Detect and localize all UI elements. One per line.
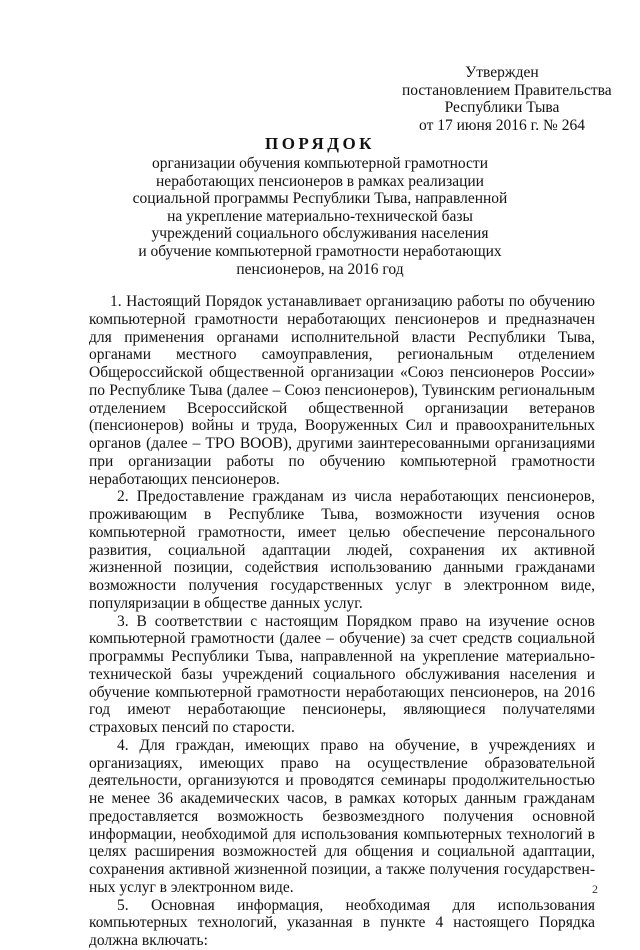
approval-line: Утвержден: [465, 64, 539, 81]
approval-line: Республики Тыва: [444, 99, 560, 116]
document-body: [89, 293, 595, 950]
document-title: ПОРЯДОК: [264, 134, 375, 153]
approval-block: [402, 64, 612, 134]
subtitle-line: неработающих пенсионеров в рамках реализации: [156, 172, 484, 190]
subtitle-line: на укрепление материально-технической базы: [167, 207, 473, 225]
subtitle-line: пенсионеров, на 2016 год: [236, 260, 404, 278]
document-subtitle: [0, 155, 640, 278]
approval-date-line: от 17 июня 2016 г. № 264: [419, 116, 585, 134]
paragraph-5: 5. Основная информация, необходимая для использования компьютерных технологий, указанная в пункте 4 настоящего Порядка должна включать:: [89, 896, 595, 949]
paragraph-4: 4. Для граждан, имеющих право на обучение, в учреждениях и организациях, имеющих право на осуществление образовательной деятельности, организуются и проводятся семинары продолжительностью не менее 36 академических часов, в рамках которых данным гражданам предоставляется возможность безвозмездного получения основной информации, необходимой для использования компьютерных технологий в целях расширения возможностей для общения и социальной адаптации, сохранения активной жизненной позиции, а также получения государственных услуг в электронном виде.: [89, 736, 595, 896]
paragraph-3: 3. В соответствии с настоящим Порядком право на изучение основ компьютерной грамотности (далее – обучение) за счет средств социальной программы Республики Тыва, направленной на укрепление материально-технической базы учреждений социального обслуживания населения и обучение компьютерной грамотности неработающих пенсионеров, на 2016 год имеют неработающие пенсионеры, являющиеся получателями страховых пенсий по старости.: [89, 612, 595, 736]
paragraph-1: 1. Настоящий Порядок устанавливает организацию работы по обучению компьютерной грамотности неработающих пенсионеров и предназначен для применения органами исполнительной власти Республики Тыва, органами местного самоуправления, региональным отделением Общероссийской общественной организации «Союз пенсионеров России» по Республике Тыва (далее – Союз пенсионеров), Тувинским региональным отделением Всероссийской общественной организации ветеранов (пенсионеров) войны и труда, Вооруженных Сил и правоохранительных органов (далее – ТРО ВООВ), другими заинтересованными организациями при организации работы по обучению компьютерной грамотности неработающих пенсионеров.: [89, 293, 595, 488]
paragraph-2: 2. Предоставление гражданам из числа неработающих пенсионеров, проживающим в Республике Тыва, возможности изучения основ компьютерной грамотности, имеет целью обеспечение персонального развития, социальной адаптации людей, сохранения их активной жизненной позиции, содействия использованию данными гражданами возможности получения государственных услуг в электронном виде, популяризации в обществе данных услуг.: [89, 488, 595, 612]
approval-line: постановлением Правительства: [402, 81, 612, 99]
subtitle-line: учреждений социального обслуживания населения: [151, 225, 489, 243]
subtitle-line: организации обучения компьютерной грамотности: [151, 155, 488, 172]
subtitle-line: и обучение компьютерной грамотности неработающих: [138, 242, 502, 260]
page-number-mark: 2: [592, 882, 598, 896]
subtitle-line: социальной программы Республики Тыва, направленной: [132, 190, 508, 208]
